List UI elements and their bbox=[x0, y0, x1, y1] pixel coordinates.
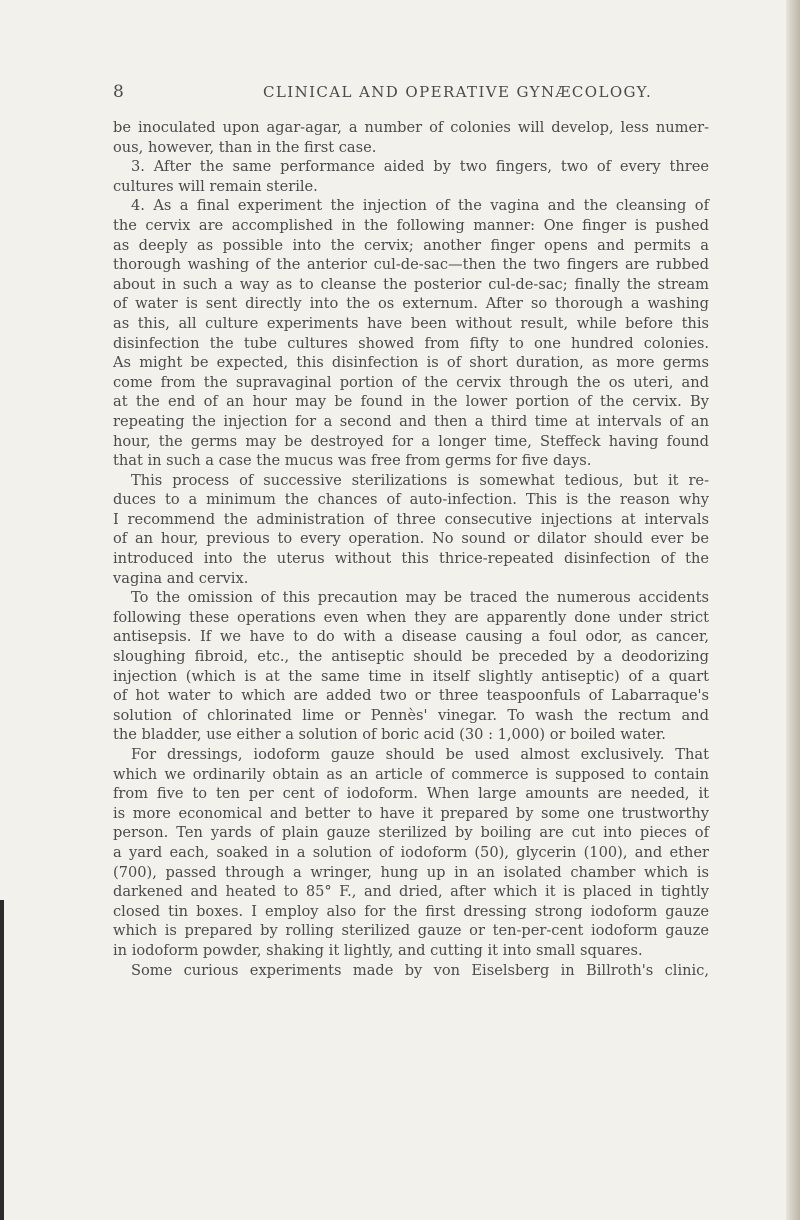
text-line: duces to a minimum the chances of auto-infection. This is the reason why bbox=[113, 491, 709, 509]
text-line: of hot water to which are added two or three teaspoonfuls of Labarraque's bbox=[113, 687, 709, 705]
text-line: 4. As a final experiment the injection of the vagina and the cleansing of bbox=[131, 197, 709, 215]
text-line: of water is sent directly into the os externum. After so thorough a washing bbox=[113, 295, 709, 313]
text-line: Some curious experiments made by von Eiselsberg in Billroth's clinic, bbox=[131, 961, 709, 979]
text-line: For dressings, iodoform gauze should be used almost exclusively. That bbox=[131, 746, 709, 763]
text-line: introduced into the uterus without this thrice-repeated disinfection of the bbox=[113, 550, 709, 568]
text-line: about in such a way as to cleanse the posterior cul-de-sac; finally the stream bbox=[113, 275, 709, 293]
text-line: disinfection the tube cultures showed from fifty to one hundred colonies. bbox=[113, 334, 709, 352]
text-line: injection (which is at the same time in itself slightly antiseptic) of a quart bbox=[113, 667, 709, 685]
text-line: the bladder, use either a solution of boric acid (30 : 1,000) or boiled water. bbox=[113, 726, 666, 744]
text-line: as deeply as possible into the cervix; another finger opens and permits a bbox=[113, 236, 709, 254]
text-line: closed tin boxes. I employ also for the first dressing strong iodoform gauze bbox=[113, 902, 709, 920]
text-line: that in such a case the mucus was free from germs for five days. bbox=[113, 452, 592, 470]
text-line: be inoculated upon agar-agar, a number of colonies will develop, less numer- bbox=[113, 119, 709, 136]
text-line: which is prepared by rolling sterilized gauze or ten-per-cent iodoform gauze bbox=[113, 922, 709, 940]
text-line: I recommend the administration of three consecutive injections at intervals bbox=[113, 510, 709, 528]
text-line: thorough washing of the anterior cul-de-sac—then the two fingers are rubbed bbox=[113, 256, 709, 274]
text-line: repeating the injection for a second and then a third time at intervals of an bbox=[113, 412, 709, 430]
text-line: As might be expected, this disinfection is of short duration, as more germs bbox=[113, 354, 709, 372]
text-line: To the omission of this precaution may be traced the numerous accidents bbox=[131, 589, 709, 607]
text-line: sloughing fibroid, etc., the antiseptic should be preceded by a deodorizing bbox=[113, 648, 709, 666]
text-line: vagina and cervix. bbox=[113, 569, 249, 587]
text-line: This process of successive sterilizations is somewhat tedious, but it re- bbox=[131, 471, 709, 489]
page-number: 8 bbox=[113, 82, 125, 102]
text-line: of an hour, previous to every operation. No sound or dilator should ever be bbox=[113, 530, 709, 548]
text-line: at the end of an hour may be found in the lower portion of the cervix. By bbox=[113, 393, 709, 411]
text-line: as this, all culture experiments have been without result, while before this bbox=[113, 314, 709, 332]
text-line: solution of chlorinated lime or Pennès' vinegar. To wash the rectum and bbox=[113, 706, 709, 724]
text-line: which we ordinarily obtain as an article of commerce is supposed to contain bbox=[113, 765, 709, 783]
text-line: hour, the germs may be destroyed for a longer time, Steffeck having found bbox=[113, 432, 709, 450]
text-line: the cervix are accomplished in the following manner: One finger is pushed bbox=[113, 216, 709, 234]
page-edge-shadow bbox=[786, 0, 800, 1220]
text-line: cultures will remain sterile. bbox=[113, 177, 318, 195]
text-line: person. Ten yards of plain gauze sterilized by boiling are cut into pieces of bbox=[113, 824, 709, 842]
text-line: antisepsis. If we have to do with a disease causing a foul odor, as cancer, bbox=[113, 628, 709, 646]
binding-edge bbox=[0, 900, 4, 1220]
text-line: from five to ten per cent of iodoform. When large amounts are needed, it bbox=[113, 785, 709, 803]
text-line: (700), passed through a wringer, hung up in an isolated chamber which is bbox=[113, 863, 709, 881]
page-header bbox=[113, 82, 709, 106]
text-line: is more economical and better to have it prepared by some one trustworthy bbox=[113, 804, 709, 822]
text-line: in iodoform powder, shaking it lightly, and cutting it into small squares. bbox=[113, 941, 643, 959]
text-line: a yard each, soaked in a solution of iodoform (50), glycerin (100), and ether bbox=[113, 843, 709, 861]
body-text bbox=[113, 118, 709, 980]
text-line: darkened and heated to 85° F., and dried, after which it is placed in tightly bbox=[113, 883, 709, 901]
text-line: come from the supravaginal portion of the cervix through the os uteri, and bbox=[113, 373, 709, 391]
text-line: ous, however, than in the first case. bbox=[113, 138, 377, 156]
running-head: CLINICAL AND OPERATIVE GYNÆCOLOGY. bbox=[263, 83, 653, 101]
text-line: 3. After the same performance aided by two fingers, two of every three bbox=[131, 158, 709, 176]
text-line: following these operations even when they are apparently done under strict bbox=[113, 608, 709, 626]
